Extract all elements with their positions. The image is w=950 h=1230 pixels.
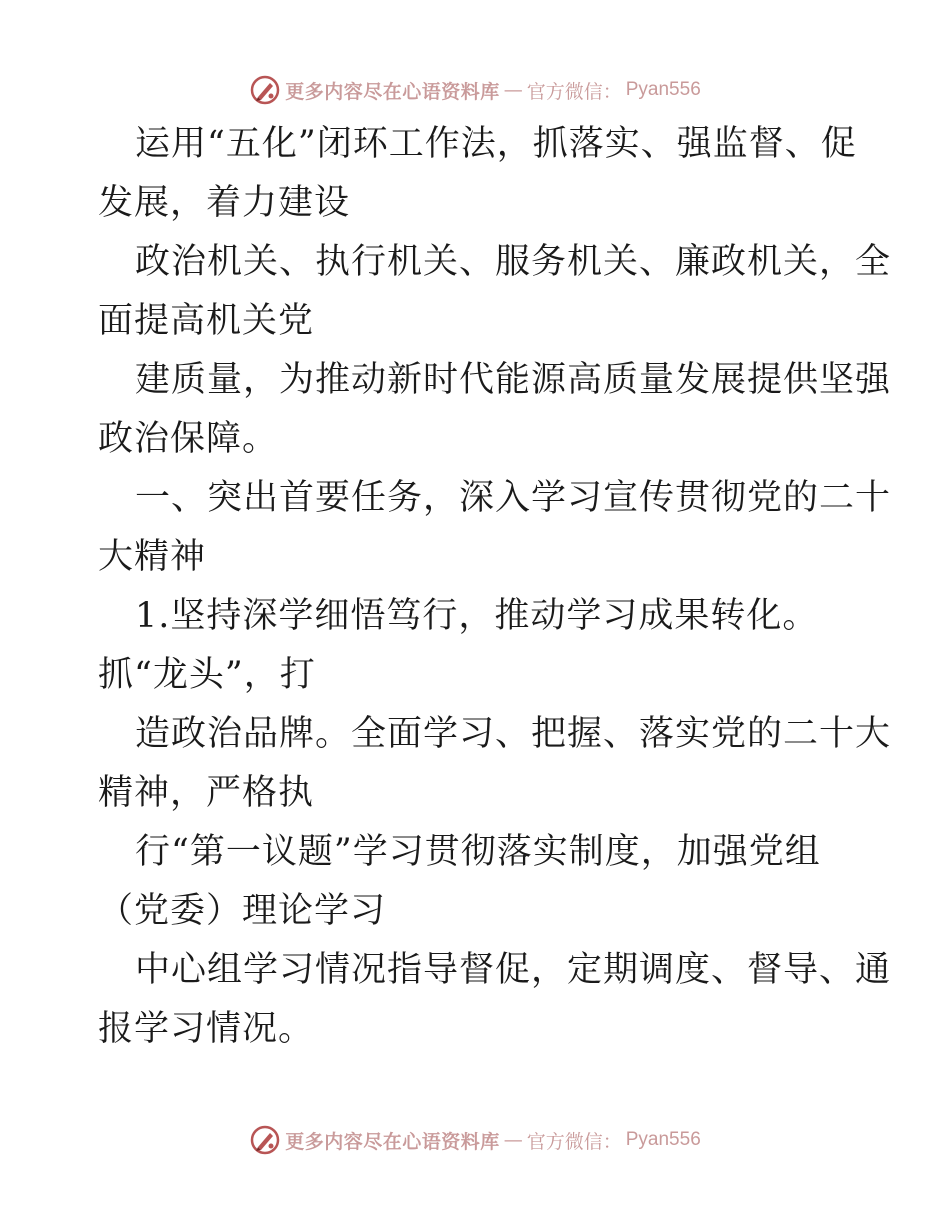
pen-logo-icon: [249, 74, 281, 106]
banner-dash: —: [503, 79, 523, 101]
pen-logo-icon: [249, 1124, 281, 1156]
body-line: 面提高机关党: [98, 301, 315, 341]
banner-text: 更多内容尽在心语资料库: [285, 80, 500, 103]
body-line: 发展，着力建设: [98, 183, 351, 223]
body-line: 建质量，为推动新时代能源高质量发展提供坚强: [135, 360, 892, 400]
banner-contact-label: 官方微信：: [526, 1130, 622, 1153]
section-heading: 大精神: [98, 537, 207, 577]
body-line: 中心组学习情况指导督促，定期调度、督导、通: [135, 950, 892, 990]
body-line: 报学习情况。: [98, 1009, 315, 1049]
body-line: 行“第一议题”学习贯彻落实制度，加强党组: [135, 832, 821, 872]
banner-contact-label: 官方微信：: [526, 80, 622, 103]
section-heading: 一、突出首要任务，深入学习宣传贯彻党的二十: [135, 478, 892, 518]
body-line: 精神，严格执: [98, 773, 315, 813]
body-line: （党委）理论学习: [98, 891, 387, 931]
banner-contact-id: Pyan556: [625, 1129, 701, 1150]
body-line: 造政治品牌。全面学习、把握、落实党的二十大: [135, 714, 892, 754]
body-line: 政治机关、执行机关、服务机关、廉政机关，全: [135, 242, 892, 282]
body-line: 抓“龙头”，打: [98, 655, 316, 695]
banner-dash: —: [503, 1129, 523, 1151]
header-banner: [0, 70, 950, 110]
subsection-heading: 1.坚持深学细悟笃行，推动学习成果转化。: [135, 596, 819, 636]
footer-banner: [0, 1120, 950, 1160]
body-line: 运用“五化”闭环工作法，抓落实、强监督、促: [135, 124, 857, 164]
banner-contact-id: Pyan556: [625, 79, 701, 100]
banner-text: 更多内容尽在心语资料库: [285, 1130, 500, 1153]
body-line: 政治保障。: [98, 419, 279, 459]
